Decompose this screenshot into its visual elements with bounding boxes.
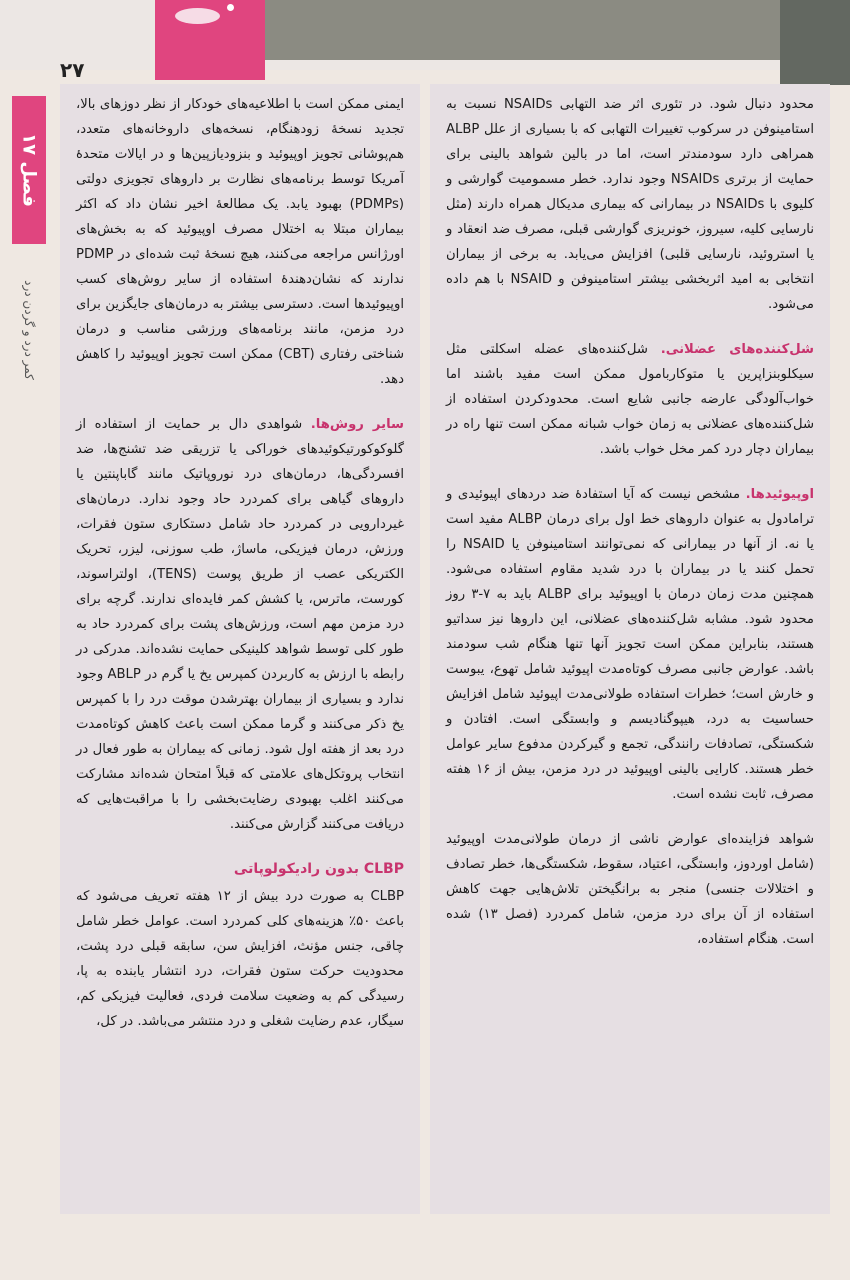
paragraph-safety: ایمنی ممکن است با اطلاعیه‌های خودکار از نظر دوزهای بالا، تجدید نسخهٔ زودهنگام، نسخه‌های داروخانه‌های متعدد، هم‌پوشانی تجویز اوپیوئید و بنزودیازپین‌ها و در ایالات متحدهٔ آمریکا توسط برنامه‌های نظارت بر داروهای تجویزی دولتی (PDMPs) بهبود یابد. یک مطالعهٔ اخیر نشان داد که اکثر بیماران مبتلا به اختلال مصرف اوپیوئید که به بخش‌های اورژانس مراجعه می‌کنند، هیچ نسخهٔ ثبت شده‌ای در PDMP ندارند که نشان‌دهندهٔ استفاده از سایر روش‌های کسب اوپیوئیدها است. دسترسی بیشتر به درمان‌های جایگزین برای درد مزمن، مانند برنامه‌های ورزشی مناسب و درمان شناختی رفتاری (CBT) ممکن است تجویز اوپیوئید را کاهش دهد. bbox=[76, 97, 404, 387]
heading-opioids: اوپیوئیدها. bbox=[745, 487, 814, 502]
paragraph-nsaids: محدود دنبال شود. در تئوری اثر ضد التهابی NSAIDs نسبت به استامینوفن در سرکوب تغییرات التهابی که با بسیاری از علل ALBP همراهی دارد سودمندتر است، اما در بالین شواهد بالینی برای حمایت از برتری NSAIDs وجود ندارد. خطر مسمومیت گوارشی و کلیوی با NSAIDs در بیمارانی که بیماری مدیکال همراه دارند (مثل نارسایی کلیه، سیروز، خونریزی گوارشی قبلی، مصرف ضد انعقاد و یا استروئید، نارسایی قلبی) افزایش می‌یابد. به برخی از بیماران انتخابی به امید اثربخشی بیشتر استامینوفن و NSAID با هم داده می‌شود. bbox=[446, 97, 814, 312]
left-column bbox=[60, 84, 420, 1214]
text-muscle-relaxants: شل‌کننده‌های عضله اسکلتی مثل سیکلوبنزاپرین یا متوکاربامول ممکن است مفید باشند اما خواب‌آلودگی عارضه جانبی شایع است. محدودکردن استفاده از شل‌کننده‌های عضلانی به زمان خواب شبانه ممکن است تنها راه در بیماران دچار درد کمر مخل خواب باشد. bbox=[446, 342, 814, 457]
decorative-blot bbox=[175, 8, 220, 24]
paragraph-opioids bbox=[446, 482, 814, 807]
heading-muscle-relaxants: شل‌کننده‌های عضلانی. bbox=[660, 342, 814, 357]
paragraph-other-methods bbox=[76, 412, 404, 837]
decorative-dot bbox=[227, 4, 234, 11]
chapter-label: فصل ۱۷ bbox=[18, 133, 40, 207]
decorative-pink-header bbox=[155, 0, 265, 80]
paragraph-muscle-relaxants bbox=[446, 337, 814, 462]
background-photo-gray bbox=[265, 0, 850, 60]
paragraph-clbp: CLBP به صورت درد بیش از ۱۲ هفته تعریف می‌شود که باعث ۵۰٪ هزینه‌های کلی کمردرد است. عوامل خطر شامل چاقی، جنس مؤنث، افزایش سن، سابقه قبلی درد پشت، محدودیت حرکت ستون فقرات، درد انتشار یابنده به پا، رسیدگی کم به وضعیت سلامت فردی، فعالیت فیزیکی کم، سیگار، عدم رضایت شغلی و درد منتشر می‌باشد. در کل، bbox=[76, 889, 404, 1029]
paragraph-opioid-evidence: شواهد فزاینده‌ای عوارض ناشی از درمان طولانی‌مدت اوپیوئید (شامل اوردوز، وابستگی، اعتیاد، سقوط، شکستگی‌ها، خطر تصادف و اختلالات جنسی) منجر به برانگیختن تلاش‌هایی جهت کاهش استفاده از آن برای درد مزمن، شامل کمردرد (فصل ۱۳) شده است. هنگام استفاده، bbox=[446, 832, 815, 947]
chapter-subtitle: کمر درد و گردن درد bbox=[22, 280, 36, 380]
chapter-tab bbox=[12, 96, 46, 244]
section-title-clbp: CLBP بدون رادیکولوپاتی bbox=[233, 861, 404, 877]
background-photo-dark bbox=[780, 0, 850, 85]
right-column bbox=[430, 84, 830, 1214]
text-opioids: مشخص نیست که آیا استفادهٔ ضد دردهای اپیوئیدی و ترامادول به عنوان داروهای خط اول برای درمان ALBP مفید است یا نه. از آنها در بیمارانی که نمی‌توانند استامینوفن یا NSAID را تحمل کنند یا در بیماران با درد شدید مقاوم استفاده می‌شود. همچنین مدت زمان درمان با اوپیوئید برای ALBP باید به ۷-۳ روز محدود شود. مشابه شل‌کننده‌های عضلانی، این داروها نیز سداتیو هستند، بنابراین ممکن است تجویز آنها تنها هنگام شب سودمند باشد. عوارض جانبی مصرف کوتاه‌مدت اپیوئید شامل تهوع، یبوست و خارش است؛ خطرات استفاده طولانی‌مدت اپیوئید شامل افزایش حساسیت به درد، هیپوگنادیسم و وابستگی است. افتادن و شکستگی، تصادفات رانندگی، تجمع و گیرکردن مدفوع سایر عوامل خطر هستند. کارایی بالینی اوپیوئید در درد مزمن، بیش از ۱۶ هفته مصرف، ثابت نشده است. bbox=[446, 487, 815, 802]
text-other-methods: شواهدی دال بر حمایت از استفاده از گلوکوکورتیکوئیدهای خوراکی یا تزریقی ضد تشنج‌ها، ضد افسردگی‌ها، درمان‌های درد نوروپاتیک مانند گاباپنتین یا داروهای گیاهی برای کمردرد حاد وجود ندارد. درمان‌های غیردارویی در کمردرد حاد شامل دستکاری ستون فقرات، ورزش، درمان فیزیکی، ماساژ، طب سوزنی، لیزر، تحریک الکتریکی عصب از طریق پوست (TENS)، اولتراسوند، کورست، ماترس، یا کشش کمر فایده‌ای ندارند. گرچه برای درد مزمن مهم است، ورزش‌های پشت برای کمردرد حاد به طور کلی توسط شواهد کلینیکی حمایت نشده‌اند. مدرکی در رابطه با ارزش به کاربردن کمپرس یخ یا گرم در ABLP وجود ندارد و بسیاری از بیماران بهترشدن موقت درد را با کمپرس یخ ذکر می‌کنند و گرما ممکن است باعث کاهش کوتاه‌مدت درد بعد از هفته اول شود. زمانی که بیماران به طور فعال در انتخاب پروتکل‌های علامتی که قبلاً امتحان شده‌اند مشارکت می‌کنند اغلب بهبودی رضایت‌بخشی را با مراقبت‌هایی که دریافت می‌کنند گزارش می‌کنند. bbox=[76, 417, 404, 832]
page-number: ۲۷ bbox=[60, 58, 85, 82]
heading-other-methods: سایر روش‌ها. bbox=[310, 417, 404, 432]
